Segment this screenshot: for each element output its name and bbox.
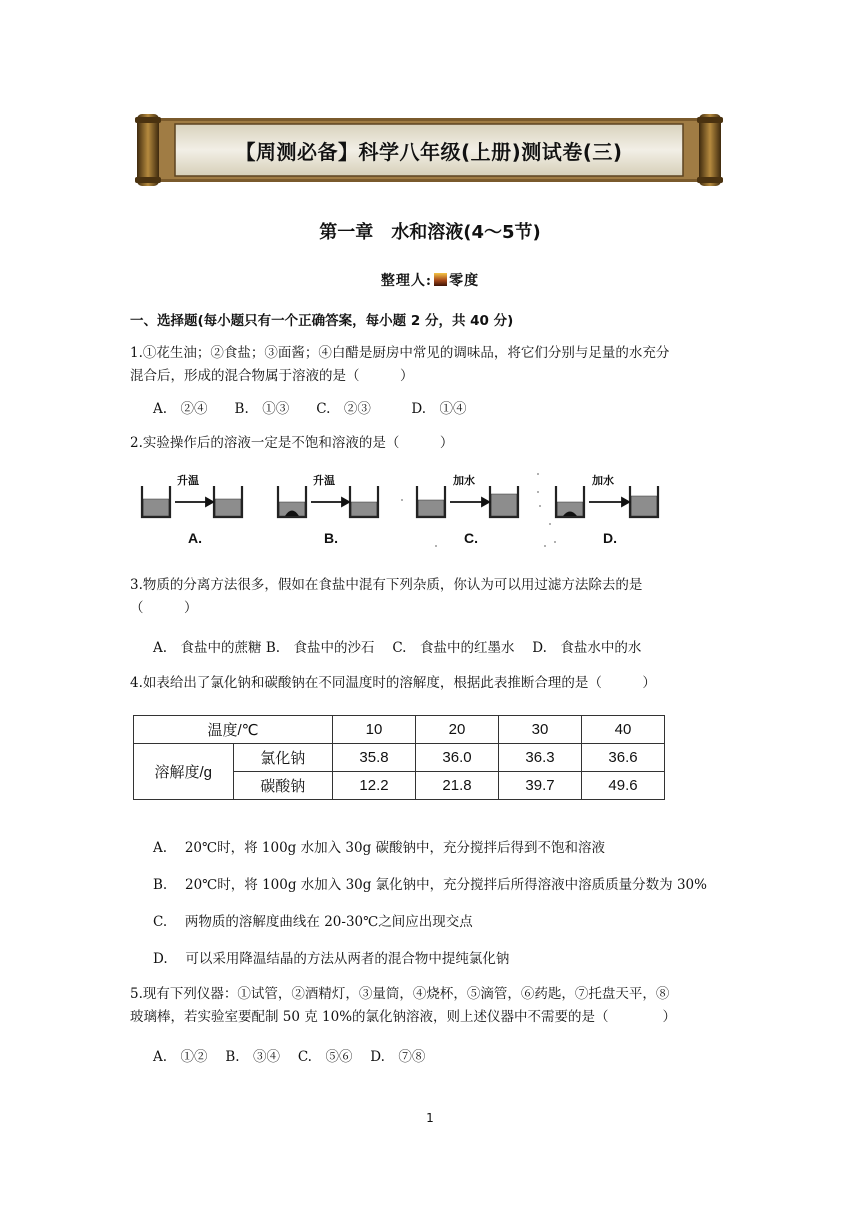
question-5 — [130, 983, 735, 1029]
question-4: 4.如表给出了氯化钠和碳酸钠在不同温度时的溶解度，根据此表推断合理的是（ ） — [130, 675, 656, 691]
experiment-a-label: A. — [188, 530, 202, 546]
question-3 — [130, 574, 735, 620]
table-header-temp: 20 — [416, 716, 499, 744]
experiment-b-action: 升温 — [313, 475, 335, 487]
question-1 — [130, 342, 735, 388]
table-cell: 35.8 — [333, 744, 416, 772]
experiment-c-action: 加水 — [453, 475, 475, 487]
organizer-line — [0, 270, 860, 290]
experiment-d-action: 加水 — [592, 475, 614, 487]
question-3-options: A. 食盐中的蔗糖 B. 食盐中的沙石 C. 食盐中的红墨水 D. 食盐水中的水 — [153, 640, 642, 656]
question-1-line-1: 1.①花生油；②食盐；③面酱；④白醋是厨房中常见的调味品，将它们分别与足量的水充分 — [130, 345, 670, 361]
page-title: 【周测必备】科学八年级(上册)测试卷(三) — [235, 139, 623, 164]
table-header-row — [134, 716, 665, 744]
table-cell: 36.3 — [499, 744, 582, 772]
chapter-heading: 第一章 水和溶液(4～5节) — [319, 222, 541, 243]
table-header-label: 温度/℃ — [134, 716, 333, 744]
title-scroll-banner — [135, 114, 723, 186]
table-cell-name: 氯化钠 — [233, 744, 333, 772]
question-4-option-c: C. 两物质的溶解度曲线在 20-30℃之间应出现交点 — [153, 914, 473, 930]
question-1-line-2: 混合后，形成的混合物属于溶液的是（ ） — [130, 368, 414, 384]
table-cell: 39.7 — [499, 772, 582, 800]
table-cell: 21.8 — [416, 772, 499, 800]
organizer-name: 零度 — [449, 273, 480, 289]
table-header-temp: 40 — [582, 716, 665, 744]
experiment-diagrams — [130, 472, 690, 552]
question-5-line-1: 5.现有下列仪器：①试管，②酒精灯，③量筒，④烧杯，⑤滴管，⑥药匙，⑦托盘天平，⑧ — [130, 986, 670, 1002]
question-5-line-2: 玻璃棒，若实验室要配制 50 克 10%的氯化钠溶液，则上述仪器中不需要的是（ ） — [130, 1009, 677, 1025]
organizer-label: 整理人: — [380, 273, 433, 289]
table-cell: 49.6 — [582, 772, 665, 800]
experiment-a-action: 升温 — [177, 475, 199, 487]
question-4-option-a: A. 20℃时，将 100g 水加入 30g 碳酸钠中，充分搅拌后得到不饱和溶液 — [153, 840, 606, 856]
sunset-icon — [434, 273, 447, 286]
experiment-d-label: D. — [603, 530, 617, 546]
question-4-option-d: D. 可以采用降温结晶的方法从两者的混合物中提纯氯化钠 — [153, 951, 510, 967]
question-1-options: A. ②④ B. ①③ C. ②③ D. ①④ — [153, 401, 467, 417]
experiment-b-label: B. — [324, 530, 338, 546]
solubility-table-wrap — [133, 715, 665, 800]
table-cell-name: 碳酸钠 — [233, 772, 333, 800]
table-row-group-label: 溶解度/g — [134, 744, 234, 800]
question-3-line-2: （ ） — [130, 600, 198, 616]
question-2: 2.实验操作后的溶液一定是不饱和溶液的是（ ） — [130, 435, 454, 451]
experiment-c-label: C. — [464, 530, 478, 546]
section-heading: 一、选择题(每小题只有一个正确答案，每小题 2 分，共 40 分) — [130, 313, 514, 329]
solubility-table — [133, 715, 665, 800]
question-5-options: A. ①② B. ③④ C. ⑤⑥ D. ⑦⑧ — [153, 1049, 426, 1065]
question-4-option-b: B. 20℃时，将 100g 水加入 30g 氯化钠中，充分搅拌后所得溶液中溶质质量分数为 30% — [153, 877, 707, 893]
page-number: 1 — [426, 1111, 434, 1125]
table-cell: 36.0 — [416, 744, 499, 772]
table-header-temp: 30 — [499, 716, 582, 744]
table-cell: 12.2 — [333, 772, 416, 800]
question-3-line-1: 3.物质的分离方法很多，假如在食盐中混有下列杂质，你认为可以用过滤方法除去的是 — [130, 577, 643, 593]
table-cell: 36.6 — [582, 744, 665, 772]
table-row — [134, 744, 665, 772]
table-header-temp: 10 — [333, 716, 416, 744]
